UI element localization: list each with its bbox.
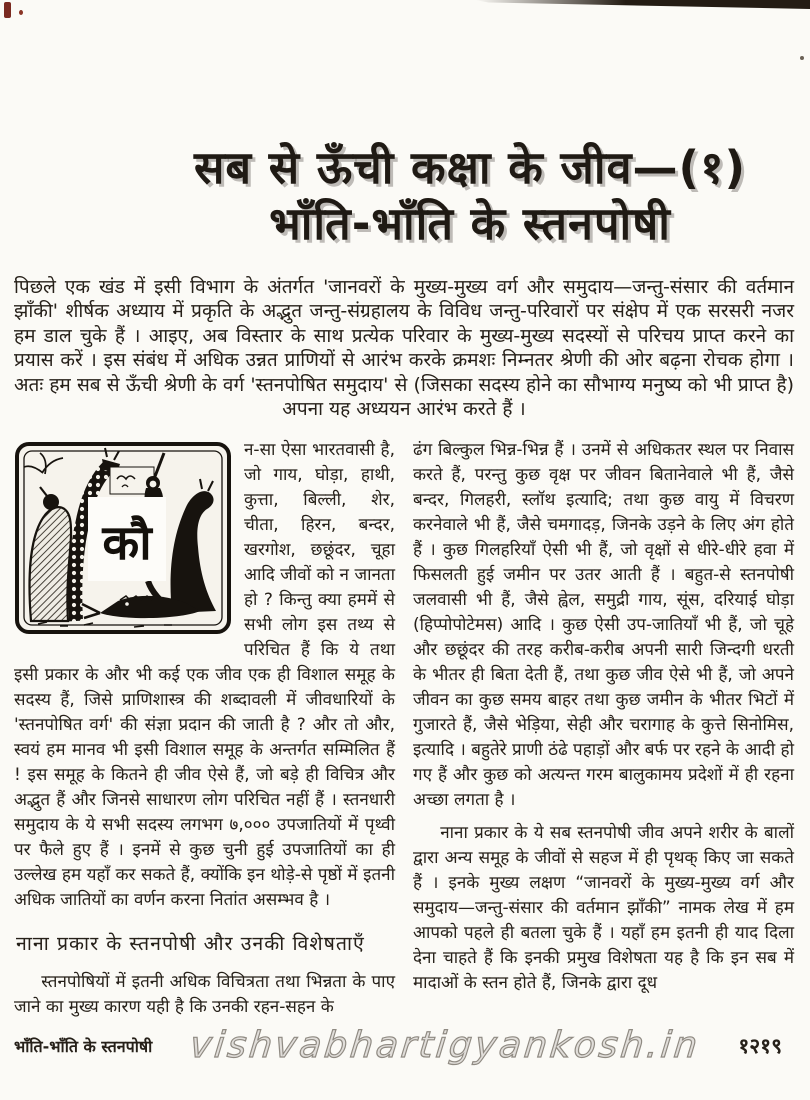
scan-artifact-red-dot	[19, 10, 23, 15]
page-title-line1: सब से ऊँची कक्षा के जीव—(१)	[193, 141, 747, 194]
section-heading: नाना प्रकार के स्तनपोषी और उनकी विशेषताएँ	[16, 931, 365, 955]
woodcut-svg	[14, 441, 232, 635]
page-number: १२१९	[738, 1033, 782, 1058]
page-footer	[14, 1025, 792, 1066]
page-title	[0, 140, 810, 253]
dropcap-box	[88, 497, 166, 581]
left-column-paragraph-2: स्तनपोषियों में इतनी अधिक विचित्रता तथा भिन्नता के पाए जाने का मुख्य कारण यही है कि उनकी रहन-सहन के	[14, 971, 395, 1017]
footer-running-title: भाँति-भाँति के स्तनपोषी	[14, 1036, 153, 1056]
scan-artifact-band	[475, 0, 810, 9]
right-column-paragraph-2: नाना प्रकार के ये सब स्तनपोषी जीव अपने शरीर के बालों द्वारा अन्य समूह के जीवों से सहज में ही पृथक् किए जा सकते हैं । इनके मुख्य लक्षण “जानवरों के मुख्य-मुख्य वर्ग और समुदाय—जन्तु-संसार की वर्तमान झाँकी” नामक लेख में हम आपको पहले ही बतला चुके हैं । यहाँ हम इतनी ही याद दिला देना चाहते हैं कि इनकी प्रमुख विशेषता यह है कि इन सब में मादाओं के स्तन होते हैं, जिनके द्वारा दूध	[413, 822, 794, 993]
intro-paragraph: पिछले एक खंड में इसी विभाग के अंतर्गत 'जानवरों के मुख्य-मुख्य वर्ग और समुदाय—जन्तु-संसार की वर्तमान झाँकी' शीर्षक अध्याय में प्रकृति के अद्भुत जन्तु-संग्रहालय के विविध जन्तु-परिवारों पर संक्षेप में एक सरसरी नजर हम डाल चुके हैं । आइए, अब विस्तार के साथ प्रत्येक परिवार के मुख्य-मुख्य सदस्यों से परिचय प्राप्त करने का प्रयास करें । इस संबंध में अधिक उन्नत प्राणियों से आरंभ करके क्रमशः निम्नतर श्रेणी की ओर बढ़ना रोचक होगा । अतः हम सब से ऊँची श्रेणी के वर्ग 'स्तनपोषित समुदाय' से (जिसका सदस्य होने का सौभाग्य मनुष्य को भी प्राप्त है) अपना यह अध्ययन आरंभ करते हैं ।	[14, 275, 794, 420]
scan-artifact-red-speck	[4, 2, 11, 18]
scan-artifact-gray-dot	[800, 56, 804, 60]
left-column	[14, 438, 395, 1020]
two-column-body	[14, 438, 794, 1020]
watermark-text: vishvabhartigyankosh.in	[188, 1025, 703, 1066]
right-column	[413, 438, 794, 1020]
page-title-line2: भाँति-भाँति के स्तनपोषी	[269, 197, 671, 251]
right-column-paragraph-1: ढंग बिल्कुल भिन्न-भिन्न हैं । उनमें से अधिकतर स्थल पर निवास करते हैं, परन्तु कुछ वृक्ष पर जीवन बितानेवाले भी हैं, जैसे बन्दर, गिलहरी, स्लॉथ इत्यादि; तथा कुछ वायु में विचरण करनेवाले भी हैं, जैसे चमगादड़, जिनके उड़ने के लिए अंग होते हैं । कुछ गिलहरियाँ ऐसी भी हैं, जो वृक्षों से धीरे-धीरे हवा में फिसलती हुई जमीन पर उतर आती हैं । बहुत-से स्तनपोषी जलवासी भी हैं, जैसे ह्वेल, समुद्री गाय, सूंस, दरियाई घोड़ा (हिप्पोपोटेमस) आदि । कुछ ऐसी उप-जातियाँ भी हैं, जो चूहे और छछूंदर की तरह करीब-करीब अपनी सारी जिन्दगी धरती के भीतर ही बिता देती हैं, तथा कुछ जीव ऐसे भी हैं, जो अपने जीवन का कुछ समय बाहर तथा कुछ जमीन के भीतर भिटों में गुजारते हैं, जैसे भेड़िया, सेही और चरागाह के कुत्ते सिनोमिस, इत्यादि । बहुतेरे प्राणी ठंढे पहाड़ों और बर्फ पर रहने के आदी हो गए हैं और कुछ को अत्यन्त गरम बालुकामय प्रदेशों में ही रहना अच्छा लगता है ।	[413, 439, 794, 810]
animals-woodcut-illustration	[14, 441, 232, 635]
dropcap-letter: कौ	[102, 514, 152, 571]
left-column-paragraph-1: न-सा ऐसा भारतवासी है, जो गाय, घोड़ा, हाथी, कुत्ता, बिल्ली, शेर, चीता, हिरन, बन्दर, खरगोश, छछूंदर, चूहा आदि जीवों को न जानता हो ? किन्तु क्या हममें से सभी लोग इस तथ्य से परिचित हैं कि ये तथा इसी प्रकार के और भी कई एक जीव एक ही विशाल समूह के सदस्य हैं, जिसे प्राणिशास्त्र की शब्दावली में जीवधारियों के 'स्तनपोषित वर्ग' की संज्ञा प्रदान की जाती है ? और तो और, स्वयं हम मानव भी इसी विशाल समूह के अन्तर्गत सम्मिलित हैं ! इस समूह के कितने ही जीव ऐसे हैं, जो बड़े ही विचित्र और अद्भुत हैं और जिनसे साधारण लोग परिचित नहीं हैं । स्तनधारी समुदाय के ये सभी सदस्य लगभग ७,००० उपजातियों में पृथ्वी पर फैले हुए हैं । इनमें से कुछ चुनी हुई उपजातियों का ही उल्लेख हम यहाँ कर सकते हैं, क्योंकि इन थोड़े-से पृष्ठों में इतनी अधिक जातियों का वर्णन करना नितांत असम्भव है ।	[14, 439, 395, 910]
